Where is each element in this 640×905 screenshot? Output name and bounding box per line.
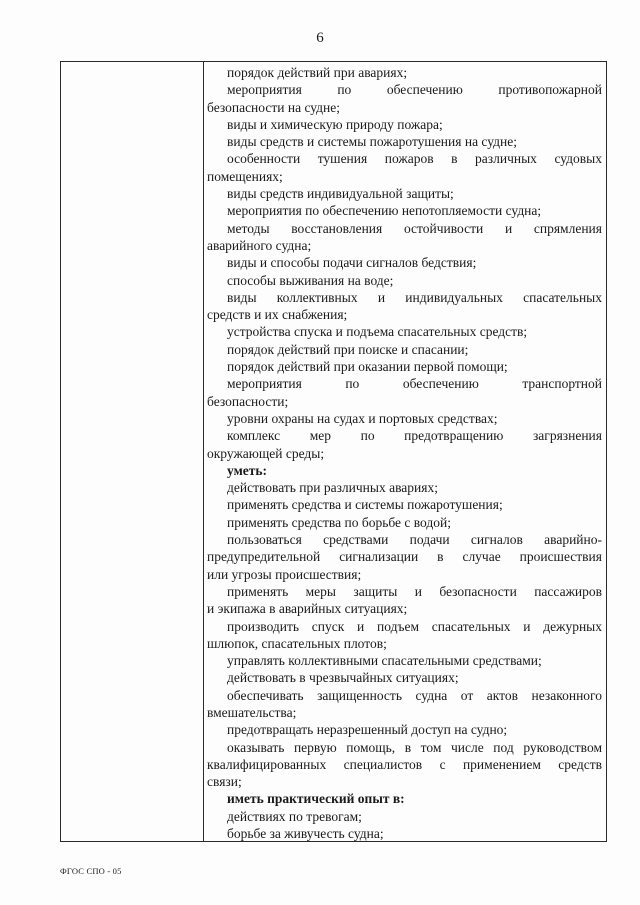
text-line: уровни охраны на судах и портовых средствах; <box>227 410 498 426</box>
text-line: и экипажа в аварийных ситуациях; <box>207 601 408 617</box>
text-line: применять средства по борьбе с водой; <box>227 514 452 530</box>
text-line: мероприятия по обеспечению противопожарной <box>227 82 602 98</box>
text-line: вмешательства; <box>207 704 297 720</box>
text-line: средств и их снабжения; <box>207 307 348 323</box>
text-line: безопасности; <box>207 393 289 409</box>
text-line: пользоваться средствами подачи сигналов аварийно- <box>227 532 602 548</box>
text-line: применять средства и системы пожаротушения; <box>227 497 503 513</box>
text-line: методы восстановления остойчивости и спрямления <box>227 220 602 236</box>
text-line: комплекс мер по предотвращению загрязнения <box>227 428 602 444</box>
text-line: действовать при различных авариях; <box>227 480 438 496</box>
text-line: борьбе за живучесть судна; <box>227 826 384 842</box>
content-table <box>60 61 607 842</box>
text-line: помещениях; <box>207 168 283 184</box>
text-line: виды средств индивидуальной защиты; <box>227 186 454 202</box>
text-line: виды и химическую природу пожара; <box>227 116 443 132</box>
text-line: управлять коллективными спасательными средствами; <box>227 653 542 669</box>
text-line: оказывать первую помощь, в том числе под руководством <box>227 739 602 755</box>
text-line: способы выживания на воде; <box>227 272 394 288</box>
text-line: или угрозы происшествия; <box>207 566 362 582</box>
text-line: окружающей среды; <box>207 445 325 461</box>
footer-code: ФГОС СПО - 05 <box>60 866 122 876</box>
text-line: квалифицированных специалистов с применением средств <box>207 756 602 772</box>
left-column-cell <box>61 62 203 841</box>
text-line: устройства спуска и подъема спасательных средств; <box>227 324 528 340</box>
text-line: применять меры защиты и безопасности пассажиров <box>227 583 602 599</box>
section-heading: уметь: <box>227 462 268 478</box>
text-line: мероприятия по обеспечению непотопляемости судна; <box>227 203 542 219</box>
text-line: порядок действий при авариях; <box>227 65 408 80</box>
right-column-cell <box>207 64 602 842</box>
text-line: аварийного судна; <box>207 237 312 253</box>
text-line: порядок действий при поиске и спасании; <box>227 341 469 357</box>
text-line: производить спуск и подъем спасательных и дежурных <box>227 618 602 634</box>
text-line: безопасности на судне; <box>207 99 341 115</box>
text-line: связи; <box>207 774 242 790</box>
text-line: предотвращать неразрешенный доступ на судно; <box>227 722 508 738</box>
text-line: обеспечивать защищенность судна от актов незаконного <box>227 687 602 703</box>
text-line: действовать в чрезвычайных ситуациях; <box>227 670 459 686</box>
text-line: виды коллективных и индивидуальных спасательных <box>227 289 602 305</box>
text-line: виды средств и системы пожаротушения на судне; <box>227 134 517 150</box>
text-line: особенности тушения пожаров в различных судовых <box>227 151 602 167</box>
page-number: 6 <box>316 30 324 46</box>
text-line: мероприятия по обеспечению транспортной <box>227 376 602 392</box>
section-heading: иметь практический опыт в: <box>227 791 405 807</box>
text-line: шлюпок, спасательных плотов; <box>207 635 387 651</box>
column-divider <box>203 62 204 841</box>
text-line: виды и способы подачи сигналов бедствия; <box>227 255 477 271</box>
text-line: предупредительной сигнализации в случае происшествия <box>207 549 602 565</box>
text-line: действиях по тревогам; <box>227 808 362 824</box>
text-line: порядок действий при оказании первой помощи; <box>227 359 508 375</box>
